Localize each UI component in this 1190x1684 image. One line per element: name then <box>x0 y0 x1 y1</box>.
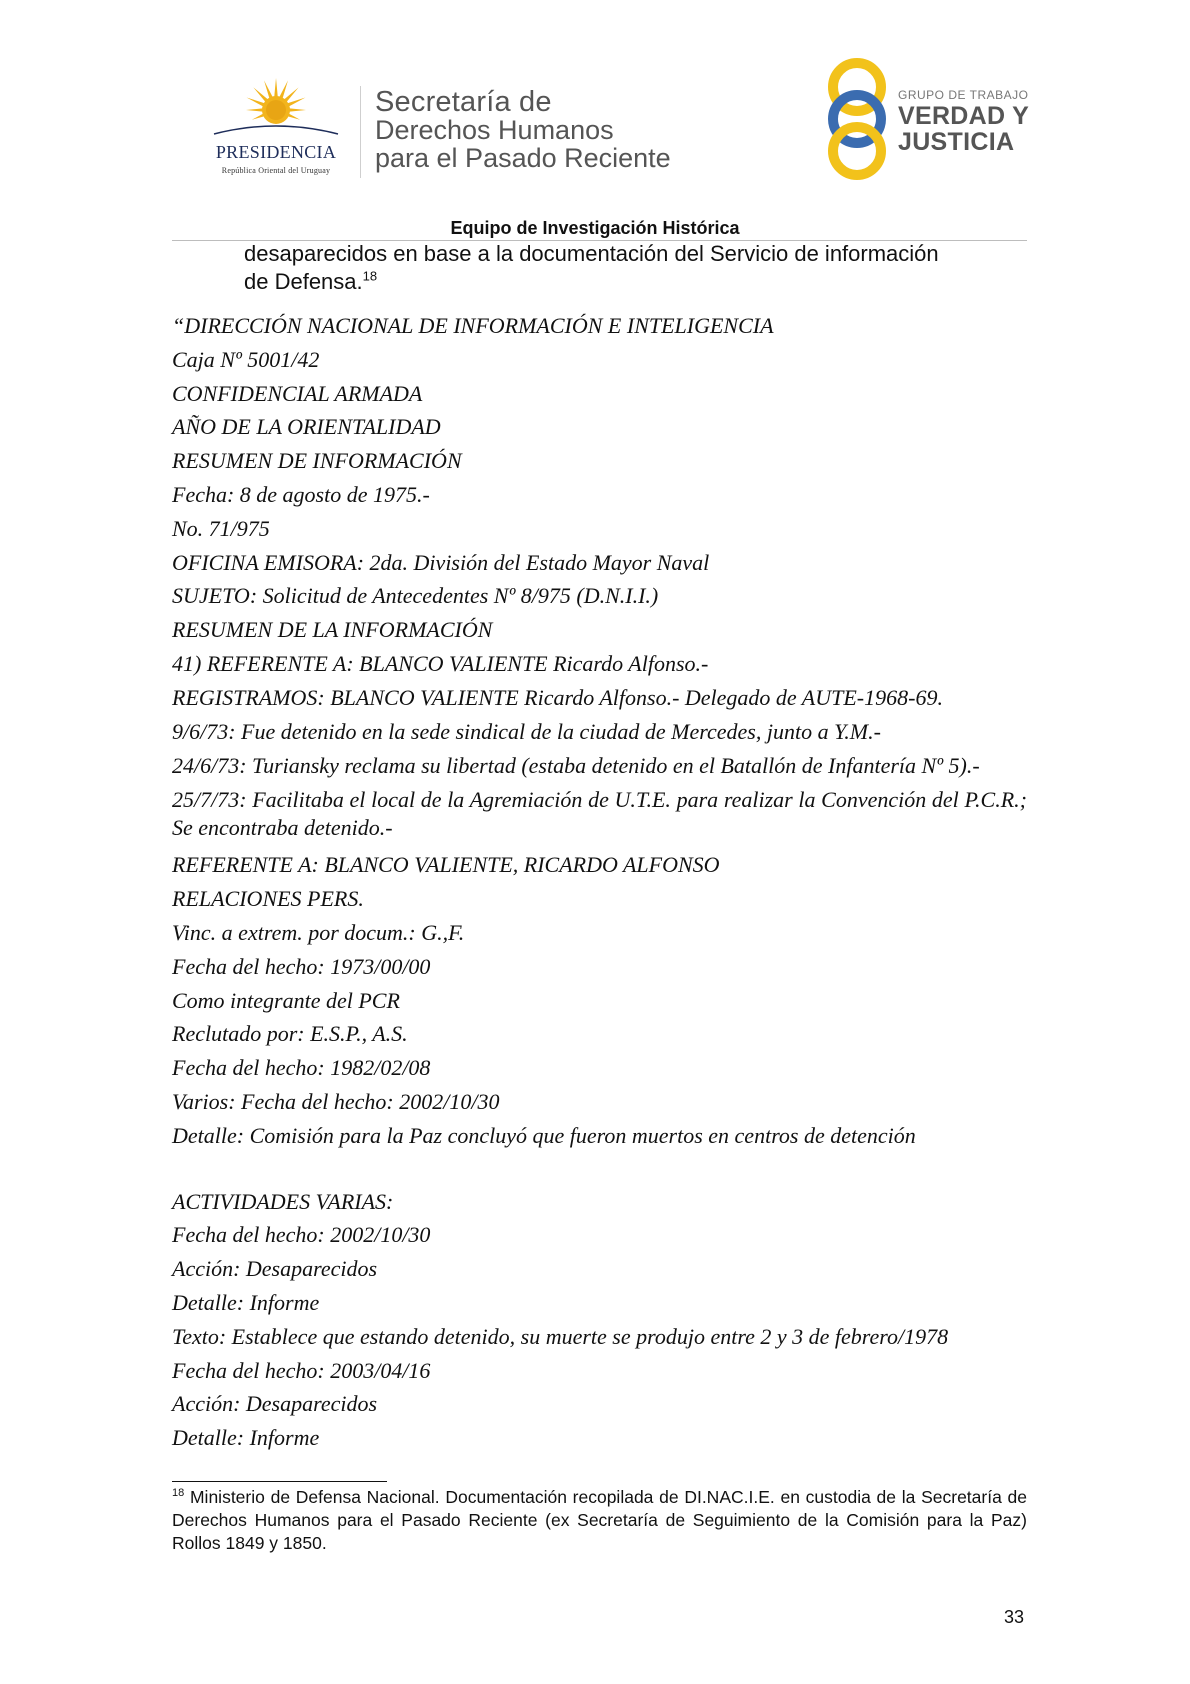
document-line: Fecha: 8 de agosto de 1975.- <box>172 481 430 507</box>
activity-line: Fecha del hecho: 2003/04/16 <box>172 1357 431 1383</box>
presidencia-logo <box>196 78 356 178</box>
activity-line: Acción: Desaparecidos <box>172 1256 378 1282</box>
secretaria-line-1: Secretaría de <box>375 86 552 118</box>
document-line: 9/6/73: Fue detenido en la sede sindical de la ciudad de Mercedes, junto a Y.M.- <box>172 718 881 744</box>
document-line: Reclutado por: E.S.P., A.S. <box>172 1021 408 1047</box>
activity-line: Fecha del hecho: 2002/10/30 <box>172 1222 431 1248</box>
document-line: AÑO DE LA ORIENTALIDAD <box>172 414 441 440</box>
footnote-rule <box>172 1481 387 1482</box>
document-line: Fecha del hecho: 1982/02/08 <box>172 1055 431 1081</box>
activity-line: Detalle: Informe <box>172 1425 320 1451</box>
presidencia-subtitle: República Oriental del Uruguay <box>221 166 331 175</box>
document-line: SUJETO: Solicitud de Antecedentes Nº 8/975 (D.N.I.I.) <box>172 583 659 609</box>
document-line: RELACIONES PERS. <box>172 886 364 912</box>
verdad-justicia-line-1: VERDAD Y <box>898 102 1030 130</box>
secretaria-logo-text <box>375 88 671 172</box>
footnote-reference: 18 <box>362 268 378 284</box>
document-line: 25/7/73: Facilitaba el local de la Agremiación de U.T.E. para realizar la Convención del P.C.R.; Se encontraba detenido.- <box>172 787 1027 841</box>
sun-icon <box>196 78 356 148</box>
page-number: 33 <box>1004 1607 1025 1627</box>
document-line: Varios: Fecha del hecho: 2002/10/30 <box>172 1088 500 1114</box>
document-line: No. 71/975 <box>172 515 270 541</box>
verdad-justicia-small: GRUPO DE TRABAJO <box>898 88 1029 102</box>
intro-line-2: de Defensa. <box>244 269 363 294</box>
secretaria-line-3: para el Pasado Reciente <box>375 143 671 173</box>
intro-line-1: desaparecidos en base a la documentación del Servicio de información <box>244 241 939 266</box>
secretaria-line-2: Derechos Humanos <box>375 115 614 145</box>
document-line: OFICINA EMISORA: 2da. División del Estado Mayor Naval <box>172 549 710 575</box>
footnote-text: Ministerio de Defensa Nacional. Documentación recopilada de DI.NAC.I.E. en custodia de la Secretaría de Derechos Humanos para el Pasado Reciente (ex Secretaría de Seguimiento de la Comisión para la Paz) Rollos 1849 y 1850. <box>172 1487 1027 1553</box>
document-line: “DIRECCIÓN NACIONAL DE INFORMACIÓN E INTELIGENCIA <box>172 313 774 338</box>
team-heading: Equipo de Investigación Histórica <box>450 218 740 238</box>
verdad-justicia-line-2: JUSTICIA <box>898 128 1015 156</box>
verdad-justicia-logo <box>822 56 1032 182</box>
footnote <box>172 1486 1027 1555</box>
activity-line: Detalle: Informe <box>172 1289 320 1315</box>
document-line: 41) REFERENTE A: BLANCO VALIENTE Ricardo Alfonso.- <box>172 650 709 676</box>
document-line: 24/6/73: Turiansky reclama su libertad (estaba detenido en el Batallón de Infantería Nº 5).- <box>172 753 980 779</box>
document-line: Fecha del hecho: 1973/00/00 <box>172 953 431 979</box>
activity-line: Texto: Establece que estando detenido, su muerte se produjo entre 2 y 3 de febrero/1978 <box>172 1323 949 1349</box>
document-line: REFERENTE A: BLANCO VALIENTE, RICARDO ALFONSO <box>172 852 720 878</box>
activity-line: ACTIVIDADES VARIAS: <box>172 1188 394 1214</box>
document-line: REGISTRAMOS: BLANCO VALIENTE Ricardo Alfonso.- Delegado de AUTE-1968-69. <box>172 684 943 710</box>
document-line: RESUMEN DE LA INFORMACIÓN <box>172 617 493 643</box>
document-line: Vinc. a extrem. por docum.: G.,F. <box>172 919 465 945</box>
presidencia-name: PRESIDENCIA <box>215 142 337 162</box>
intro-line-2-wrap <box>244 268 1027 296</box>
document-line: Detalle: Comisión para la Paz concluyó que fueron muertos en centros de detención <box>172 1122 916 1148</box>
document-line: RESUMEN DE INFORMACIÓN <box>172 448 462 474</box>
footnote-number: 18 <box>172 1487 185 1500</box>
activity-line: Acción: Desaparecidos <box>172 1391 378 1417</box>
intro-paragraph <box>244 240 1027 296</box>
blank-line <box>172 1153 1027 1185</box>
interlocked-rings-icon <box>822 56 892 182</box>
quoted-document <box>172 309 1027 1455</box>
document-line: Como integrante del PCR <box>172 987 400 1013</box>
header-divider <box>360 86 361 178</box>
document-line: CONFIDENCIAL ARMADA <box>172 380 423 406</box>
document-line: Caja Nº 5001/42 <box>172 346 320 372</box>
